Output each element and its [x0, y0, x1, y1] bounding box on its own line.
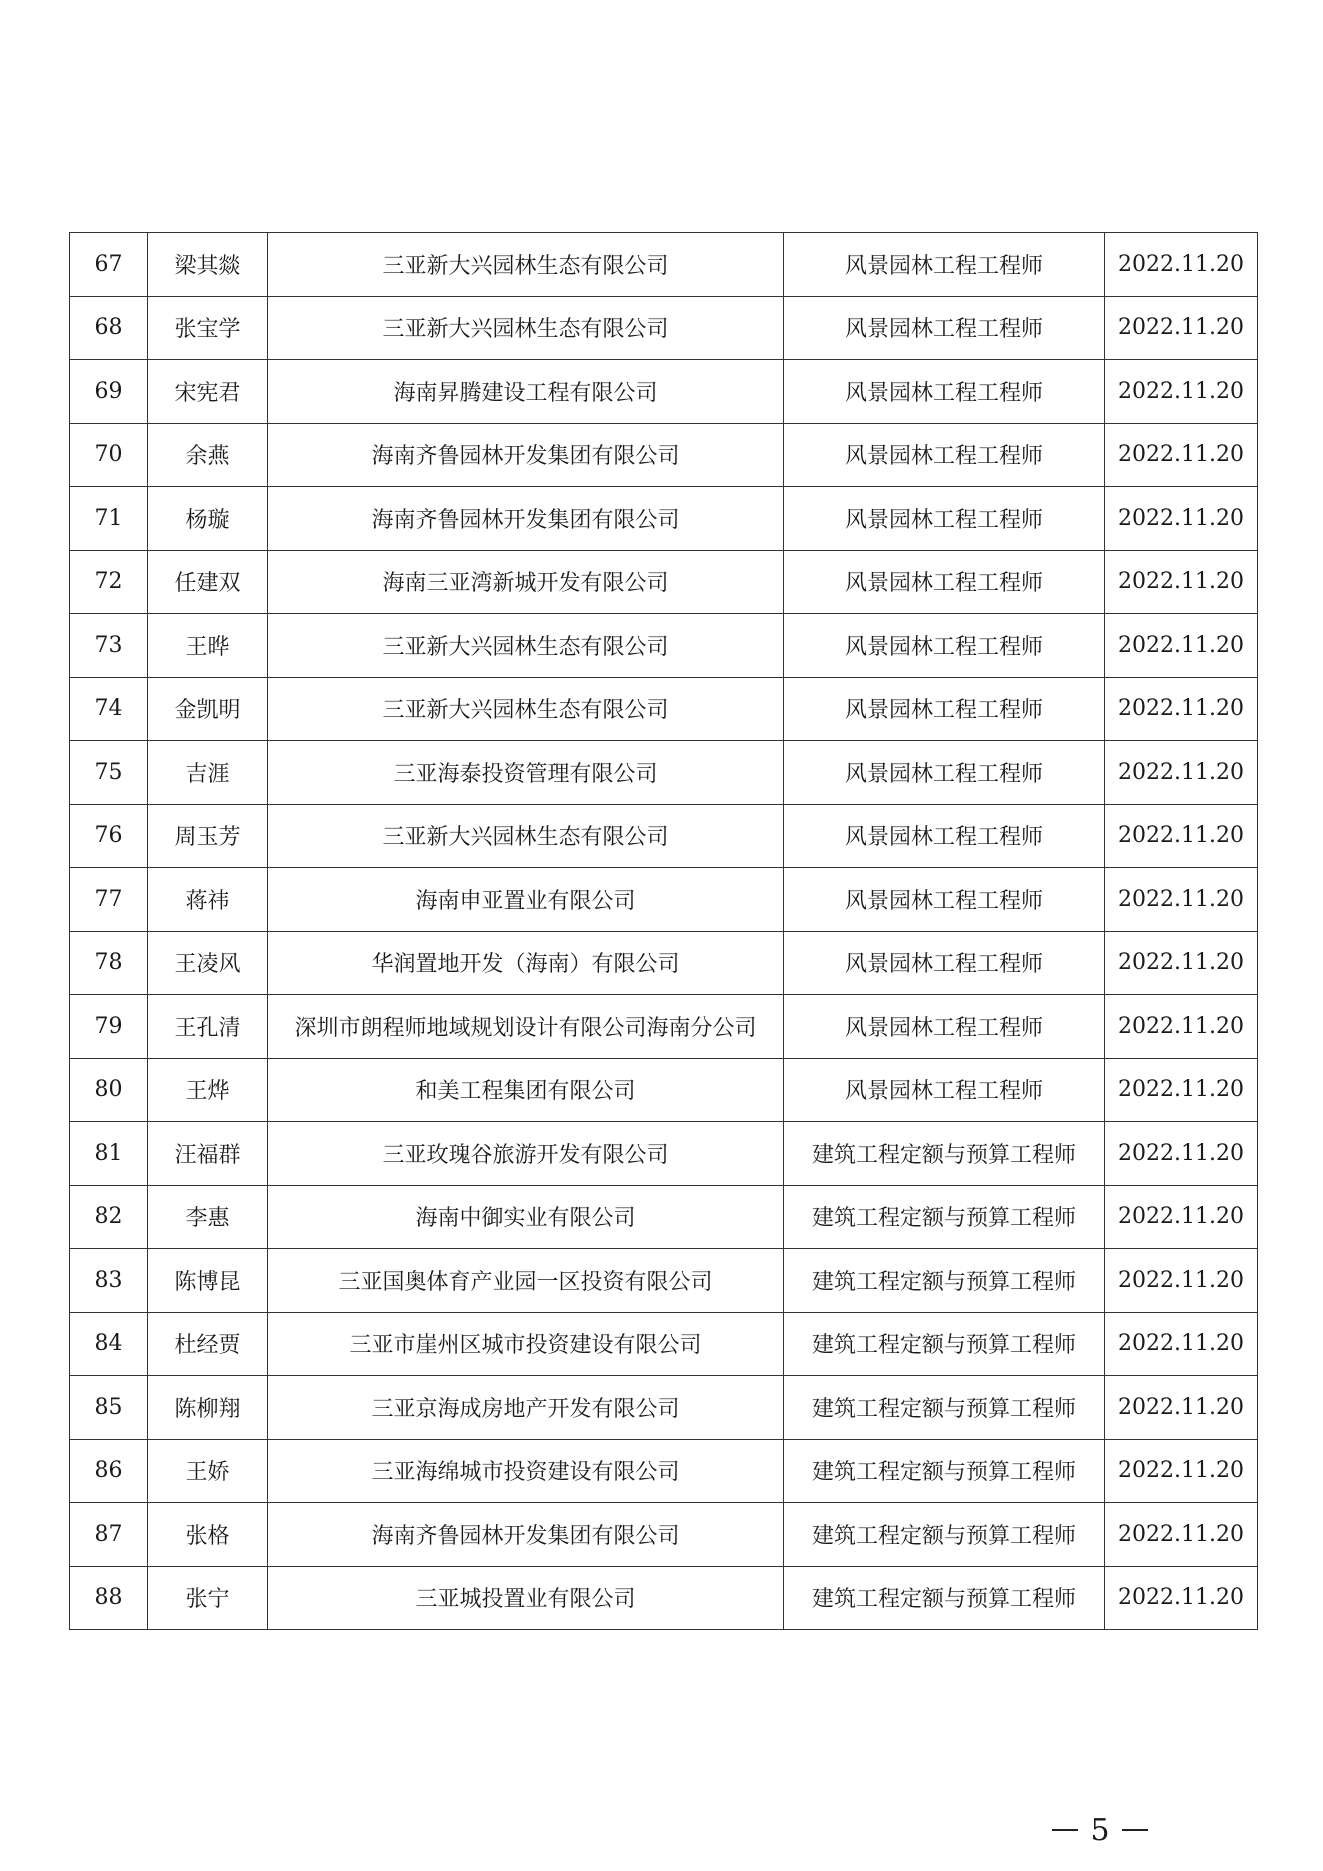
cell-company: 海南中御实业有限公司 — [268, 1185, 784, 1249]
cell-title: 风景园林工程工程师 — [784, 804, 1105, 868]
cell-name: 杜经贾 — [148, 1312, 268, 1376]
cell-company: 海南齐鲁园林开发集团有限公司 — [268, 423, 784, 487]
table-row — [70, 1249, 1258, 1313]
cell-date: 2022.11.20 — [1105, 1185, 1258, 1249]
cell-name: 金凯明 — [148, 677, 268, 741]
cell-title: 风景园林工程工程师 — [784, 360, 1105, 424]
cell-company: 三亚京海成房地产开发有限公司 — [268, 1376, 784, 1440]
cell-title: 建筑工程定额与预算工程师 — [784, 1122, 1105, 1186]
table-row — [70, 1122, 1258, 1186]
cell-number: 72 — [70, 550, 148, 614]
cell-company: 三亚新大兴园林生态有限公司 — [268, 296, 784, 360]
cell-name: 吉涯 — [148, 741, 268, 805]
cell-name: 宋宪君 — [148, 360, 268, 424]
cell-title: 风景园林工程工程师 — [784, 550, 1105, 614]
table-row — [70, 741, 1258, 805]
cell-date: 2022.11.20 — [1105, 1439, 1258, 1503]
cell-date: 2022.11.20 — [1105, 1249, 1258, 1313]
cell-date: 2022.11.20 — [1105, 423, 1258, 487]
table-row — [70, 423, 1258, 487]
cell-company: 海南昇腾建设工程有限公司 — [268, 360, 784, 424]
cell-company: 和美工程集团有限公司 — [268, 1058, 784, 1122]
table-row — [70, 1566, 1258, 1630]
cell-name: 梁其燚 — [148, 233, 268, 297]
cell-date: 2022.11.20 — [1105, 804, 1258, 868]
cell-title: 风景园林工程工程师 — [784, 995, 1105, 1059]
cell-title: 风景园林工程工程师 — [784, 677, 1105, 741]
cell-name: 王娇 — [148, 1439, 268, 1503]
cell-number: 84 — [70, 1312, 148, 1376]
cell-company: 海南齐鲁园林开发集团有限公司 — [268, 1503, 784, 1567]
cell-number: 76 — [70, 804, 148, 868]
cell-number: 82 — [70, 1185, 148, 1249]
table-row — [70, 804, 1258, 868]
cell-number: 74 — [70, 677, 148, 741]
cell-date: 2022.11.20 — [1105, 1566, 1258, 1630]
cell-name: 张宝学 — [148, 296, 268, 360]
cell-title: 建筑工程定额与预算工程师 — [784, 1566, 1105, 1630]
cell-company: 三亚国奥体育产业园一区投资有限公司 — [268, 1249, 784, 1313]
cell-number: 86 — [70, 1439, 148, 1503]
cell-date: 2022.11.20 — [1105, 296, 1258, 360]
cell-date: 2022.11.20 — [1105, 614, 1258, 678]
cell-company: 三亚玫瑰谷旅游开发有限公司 — [268, 1122, 784, 1186]
cell-title: 建筑工程定额与预算工程师 — [784, 1376, 1105, 1440]
cell-date: 2022.11.20 — [1105, 931, 1258, 995]
cell-name: 王晔 — [148, 614, 268, 678]
cell-title: 风景园林工程工程师 — [784, 296, 1105, 360]
cell-title: 风景园林工程工程师 — [784, 1058, 1105, 1122]
table-row — [70, 550, 1258, 614]
table-body — [70, 233, 1258, 1630]
cell-number: 67 — [70, 233, 148, 297]
cell-number: 69 — [70, 360, 148, 424]
cell-company: 三亚海绵城市投资建设有限公司 — [268, 1439, 784, 1503]
page-number: 5 — [1090, 1812, 1110, 1848]
cell-number: 75 — [70, 741, 148, 805]
table-row — [70, 296, 1258, 360]
cell-title: 建筑工程定额与预算工程师 — [784, 1503, 1105, 1567]
cell-title: 风景园林工程工程师 — [784, 614, 1105, 678]
cell-date: 2022.11.20 — [1105, 360, 1258, 424]
cell-date: 2022.11.20 — [1105, 1122, 1258, 1186]
cell-company: 海南三亚湾新城开发有限公司 — [268, 550, 784, 614]
table-row — [70, 1185, 1258, 1249]
cell-company: 三亚新大兴园林生态有限公司 — [268, 677, 784, 741]
cell-number: 79 — [70, 995, 148, 1059]
cell-company: 三亚新大兴园林生态有限公司 — [268, 614, 784, 678]
cell-title: 建筑工程定额与预算工程师 — [784, 1439, 1105, 1503]
cell-title: 风景园林工程工程师 — [784, 233, 1105, 297]
cell-company: 海南齐鲁园林开发集团有限公司 — [268, 487, 784, 551]
cell-number: 88 — [70, 1566, 148, 1630]
cell-number: 83 — [70, 1249, 148, 1313]
dash-left — [1052, 1829, 1078, 1831]
cell-number: 80 — [70, 1058, 148, 1122]
table-row — [70, 1439, 1258, 1503]
cell-name: 周玉芳 — [148, 804, 268, 868]
cell-company: 三亚城投置业有限公司 — [268, 1566, 784, 1630]
cell-date: 2022.11.20 — [1105, 868, 1258, 932]
cell-name: 王烨 — [148, 1058, 268, 1122]
table-row — [70, 1376, 1258, 1440]
cell-number: 68 — [70, 296, 148, 360]
cell-name: 陈博昆 — [148, 1249, 268, 1313]
cell-name: 张宁 — [148, 1566, 268, 1630]
cell-name: 张格 — [148, 1503, 268, 1567]
cell-company: 三亚新大兴园林生态有限公司 — [268, 804, 784, 868]
table-row — [70, 487, 1258, 551]
cell-title: 风景园林工程工程师 — [784, 868, 1105, 932]
cell-date: 2022.11.20 — [1105, 233, 1258, 297]
cell-date: 2022.11.20 — [1105, 550, 1258, 614]
cell-number: 87 — [70, 1503, 148, 1567]
cell-number: 73 — [70, 614, 148, 678]
cell-number: 77 — [70, 868, 148, 932]
cell-number: 78 — [70, 931, 148, 995]
cell-name: 任建双 — [148, 550, 268, 614]
cell-title: 建筑工程定额与预算工程师 — [784, 1185, 1105, 1249]
table-row — [70, 995, 1258, 1059]
table-row — [70, 677, 1258, 741]
cell-company: 海南申亚置业有限公司 — [268, 868, 784, 932]
cell-name: 蒋祎 — [148, 868, 268, 932]
cell-title: 风景园林工程工程师 — [784, 487, 1105, 551]
cell-company: 三亚新大兴园林生态有限公司 — [268, 233, 784, 297]
cell-date: 2022.11.20 — [1105, 1503, 1258, 1567]
dash-right — [1122, 1829, 1148, 1831]
cell-date: 2022.11.20 — [1105, 1058, 1258, 1122]
cell-company: 三亚海泰投资管理有限公司 — [268, 741, 784, 805]
cell-date: 2022.11.20 — [1105, 741, 1258, 805]
certification-table — [69, 232, 1258, 1630]
cell-company: 三亚市崖州区城市投资建设有限公司 — [268, 1312, 784, 1376]
table-row — [70, 233, 1258, 297]
cell-name: 李惠 — [148, 1185, 268, 1249]
cell-title: 建筑工程定额与预算工程师 — [784, 1312, 1105, 1376]
cell-title: 风景园林工程工程师 — [784, 741, 1105, 805]
cell-date: 2022.11.20 — [1105, 1376, 1258, 1440]
cell-date: 2022.11.20 — [1105, 677, 1258, 741]
cell-date: 2022.11.20 — [1105, 995, 1258, 1059]
cell-title: 风景园林工程工程师 — [784, 931, 1105, 995]
cell-title: 建筑工程定额与预算工程师 — [784, 1249, 1105, 1313]
cell-company: 深圳市朗程师地域规划设计有限公司海南分公司 — [268, 995, 784, 1059]
cell-company: 华润置地开发（海南）有限公司 — [268, 931, 784, 995]
cell-name: 王凌风 — [148, 931, 268, 995]
table-row — [70, 1312, 1258, 1376]
table-row — [70, 1058, 1258, 1122]
cell-number: 70 — [70, 423, 148, 487]
table-row — [70, 868, 1258, 932]
table-row — [70, 360, 1258, 424]
cell-name: 王孔清 — [148, 995, 268, 1059]
cell-number: 81 — [70, 1122, 148, 1186]
cell-name: 汪福群 — [148, 1122, 268, 1186]
cell-name: 陈柳翔 — [148, 1376, 268, 1440]
page-number-footer — [1040, 1812, 1160, 1848]
cell-number: 71 — [70, 487, 148, 551]
table-row — [70, 614, 1258, 678]
table-row — [70, 931, 1258, 995]
cell-title: 风景园林工程工程师 — [784, 423, 1105, 487]
cell-name: 杨璇 — [148, 487, 268, 551]
cell-number: 85 — [70, 1376, 148, 1440]
cell-name: 余燕 — [148, 423, 268, 487]
cell-date: 2022.11.20 — [1105, 487, 1258, 551]
cell-date: 2022.11.20 — [1105, 1312, 1258, 1376]
table-row — [70, 1503, 1258, 1567]
